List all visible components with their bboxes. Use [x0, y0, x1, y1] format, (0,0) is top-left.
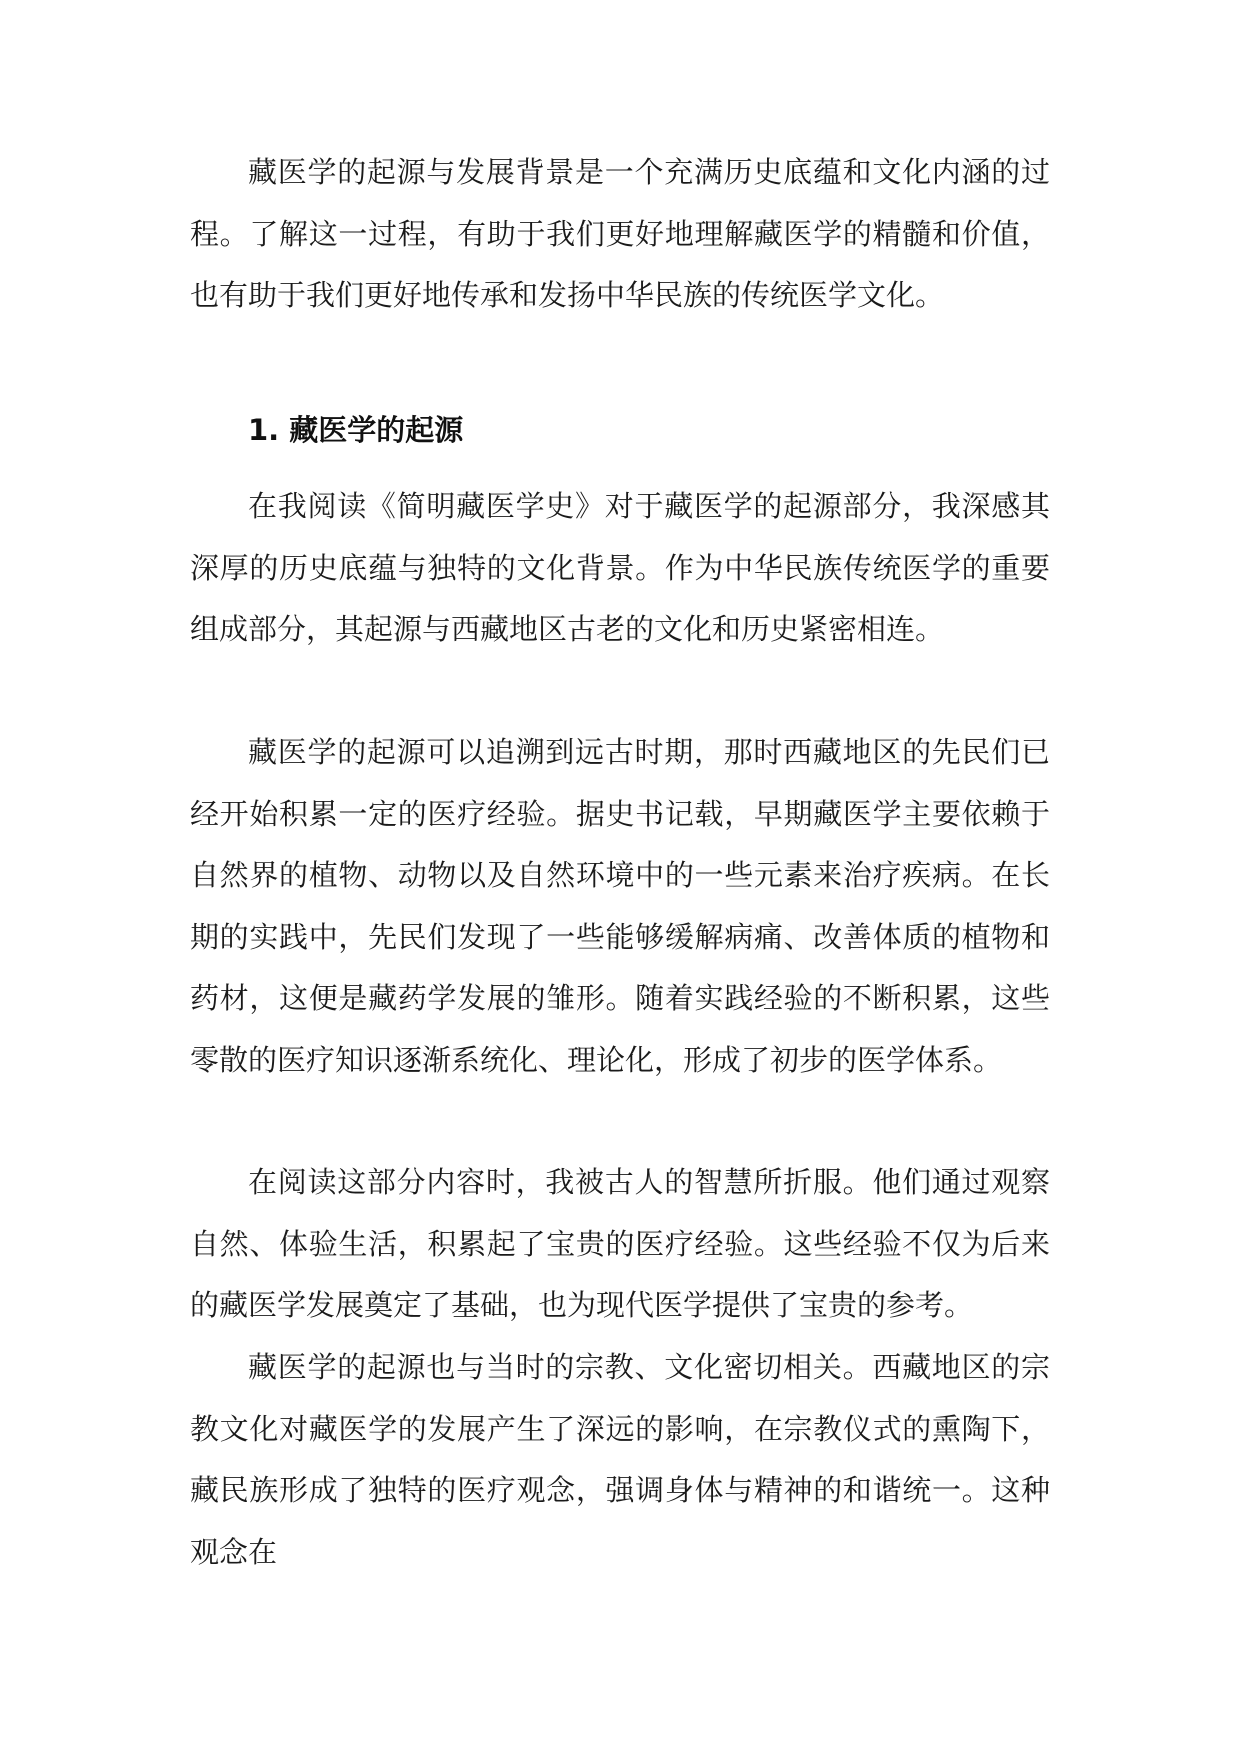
paragraph: 在阅读这部分内容时，我被古人的智慧所折服。他们通过观察自然、体验生活，积累起了宝贵的医疗经验。这些经验不仅为后来的藏医学发展奠定了基础，也为现代医学提供了宝贵的参考。 [190, 1165, 1050, 1322]
paragraph-block [190, 476, 1050, 661]
paragraph-block [190, 1337, 1050, 1583]
paragraph: 藏医学的起源也与当时的宗教、文化密切相关。西藏地区的宗教文化对藏医学的发展产生了深远的影响，在宗教仪式的熏陶下，藏民族形成了独特的医疗观念，强调身体与精神的和谐统一。这种观念在 [190, 1350, 1050, 1569]
paragraph: 在我阅读《简明藏医学史》对于藏医学的起源部分，我深感其深厚的历史底蕴与独特的文化背景。作为中华民族传统医学的重要组成部分，其起源与西藏地区古老的文化和历史紧密相连。 [190, 489, 1050, 646]
paragraph: 藏医学的起源可以追溯到远古时期，那时西藏地区的先民们已经开始积累一定的医疗经验。据史书记载，早期藏医学主要依赖于自然界的植物、动物以及自然环境中的一些元素来治疗疾病。在长期的实践中，先民们发现了一些能够缓解病痛、改善体质的植物和药材，这便是藏药学发展的雏形。随着实践经验的不断积累，这些零散的医疗知识逐渐系统化、理论化，形成了初步的医学体系。 [190, 735, 1050, 1077]
section-heading: 1. 藏医学的起源 [248, 413, 464, 447]
intro-paragraph-block [190, 142, 1050, 327]
paragraph: 藏医学的起源与发展背景是一个充满历史底蕴和文化内涵的过程。了解这一过程，有助于我们更好地理解藏医学的精髓和价值，也有助于我们更好地传承和发扬中华民族的传统医学文化。 [190, 155, 1050, 312]
paragraph-block [190, 722, 1050, 1091]
paragraph-block [190, 1152, 1050, 1337]
